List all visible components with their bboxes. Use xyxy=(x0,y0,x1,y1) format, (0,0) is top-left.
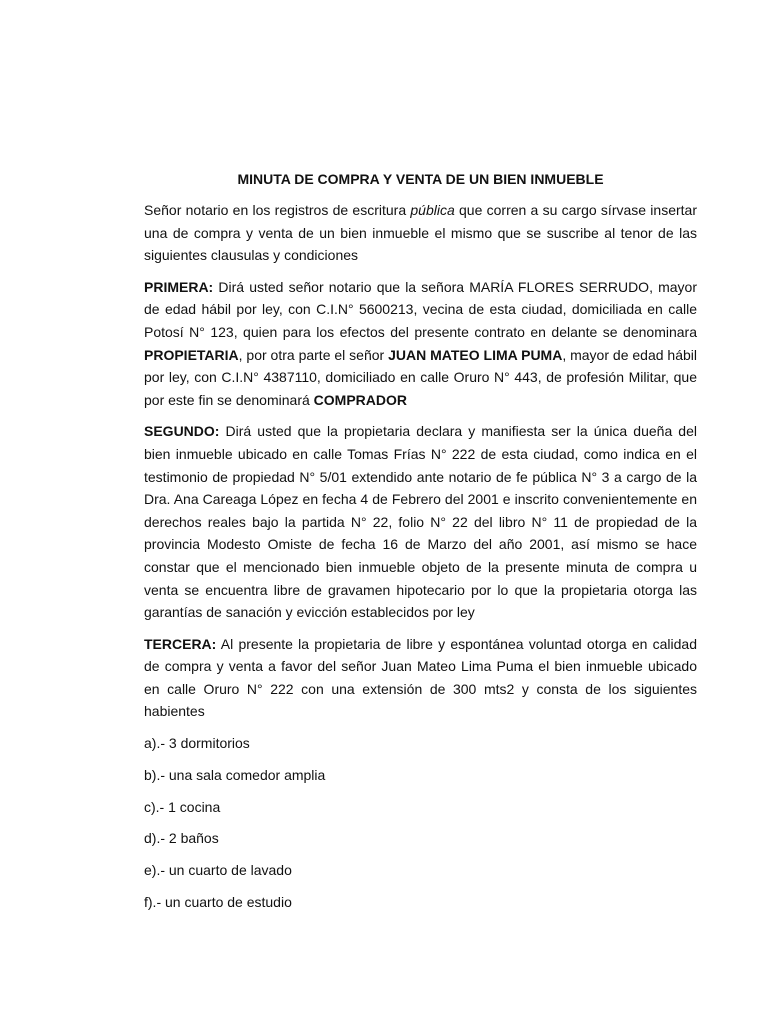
list-item: e).- un cuarto de lavado xyxy=(144,862,292,879)
clause-primera-text-1: Dirá usted señor notario que la señora MARÍA FLORES SERRUDO, mayor de edad hábil por ley, con C.I.N° 5600213, vecina de esta ciudad, domiciliada en calle Potosí N° 123, quien para los efectos del presente contrato en delante se denominara xyxy=(144,278,697,340)
clause-primera-bold-2: JUAN MATEO LIMA PUMA xyxy=(388,346,563,363)
clause-tercera-label: TERCERA: xyxy=(144,635,217,652)
clause-primera xyxy=(144,276,697,412)
intro-italic-word: pública xyxy=(410,202,455,218)
clause-primera-text-3: , mayor de edad hábil por ley, con C.I.N° 4387110, domiciliado en calle Oruro N° 443, de profesión Militar, que por este fin se denominará xyxy=(144,346,697,408)
list-item: f).- un cuarto de estudio xyxy=(144,893,292,910)
intro-text: Señor notario en los registros de escritura xyxy=(144,202,411,218)
clause-tercera xyxy=(144,633,697,723)
clause-primera-label: PRIMERA: xyxy=(144,278,214,295)
intro-text-rest: que corren a su cargo sírvase insertar una de compra y venta de un bien inmueble el mismo que se suscribe al tenor de las siguientes clausulas y condiciones xyxy=(144,202,697,264)
list-item: b).- una sala comedor amplia xyxy=(144,766,326,783)
document-title: MINUTA DE COMPRA Y VENTA DE UN BIEN INMUEBLE xyxy=(237,171,604,187)
intro-paragraph xyxy=(144,199,697,267)
clause-segundo xyxy=(144,420,697,623)
list-item: c).- 1 cocina xyxy=(144,798,221,815)
clause-primera-bold-3: COMPRADOR xyxy=(313,391,407,408)
clause-tercera-text: Al presente la propietaria de libre y espontánea voluntad otorga en calidad de compra y venta a favor del señor Juan Mateo Lima Puma el bien inmueble ubicado en calle Oruro N° 222 con una extensión de 300 mts2 y consta de los siguientes habientes xyxy=(144,635,697,720)
list-item: d).- 2 baños xyxy=(144,830,219,847)
clause-primera-bold-1: PROPIETARIA xyxy=(144,346,239,363)
document-page xyxy=(144,169,697,923)
clause-segundo-text: Dirá usted que la propietaria declara y manifiesta ser la única dueña del bien inmueble ubicado en calle Tomas Frías N° 222 de esta ciudad, como indica en el testimonio de propiedad N° 5/01 extendido ante notario de fe pública N° 3 a cargo de la Dra. Ana Careaga López en fecha 4 de Febrero del 2001 e inscrito convenientemente en derechos reales bajo la partida N° 22, folio N° 22 del libro N° 11 de propiedad de la provincia Modesto Omiste de fecha 16 de Marzo del año 2001, así mismo se hace constar que el mencionado bien inmueble objeto de la presente minuta de compra u venta se encuentra libre de gravamen hipotecario por lo que la propietaria otorga las garantías de sanación y evicción establecidos por ley xyxy=(144,423,697,621)
list-item: a).- 3 dormitorios xyxy=(144,735,250,752)
clause-segundo-label: SEGUNDO: xyxy=(144,423,220,440)
clause-primera-text-2: , por otra parte el señor xyxy=(238,346,389,363)
